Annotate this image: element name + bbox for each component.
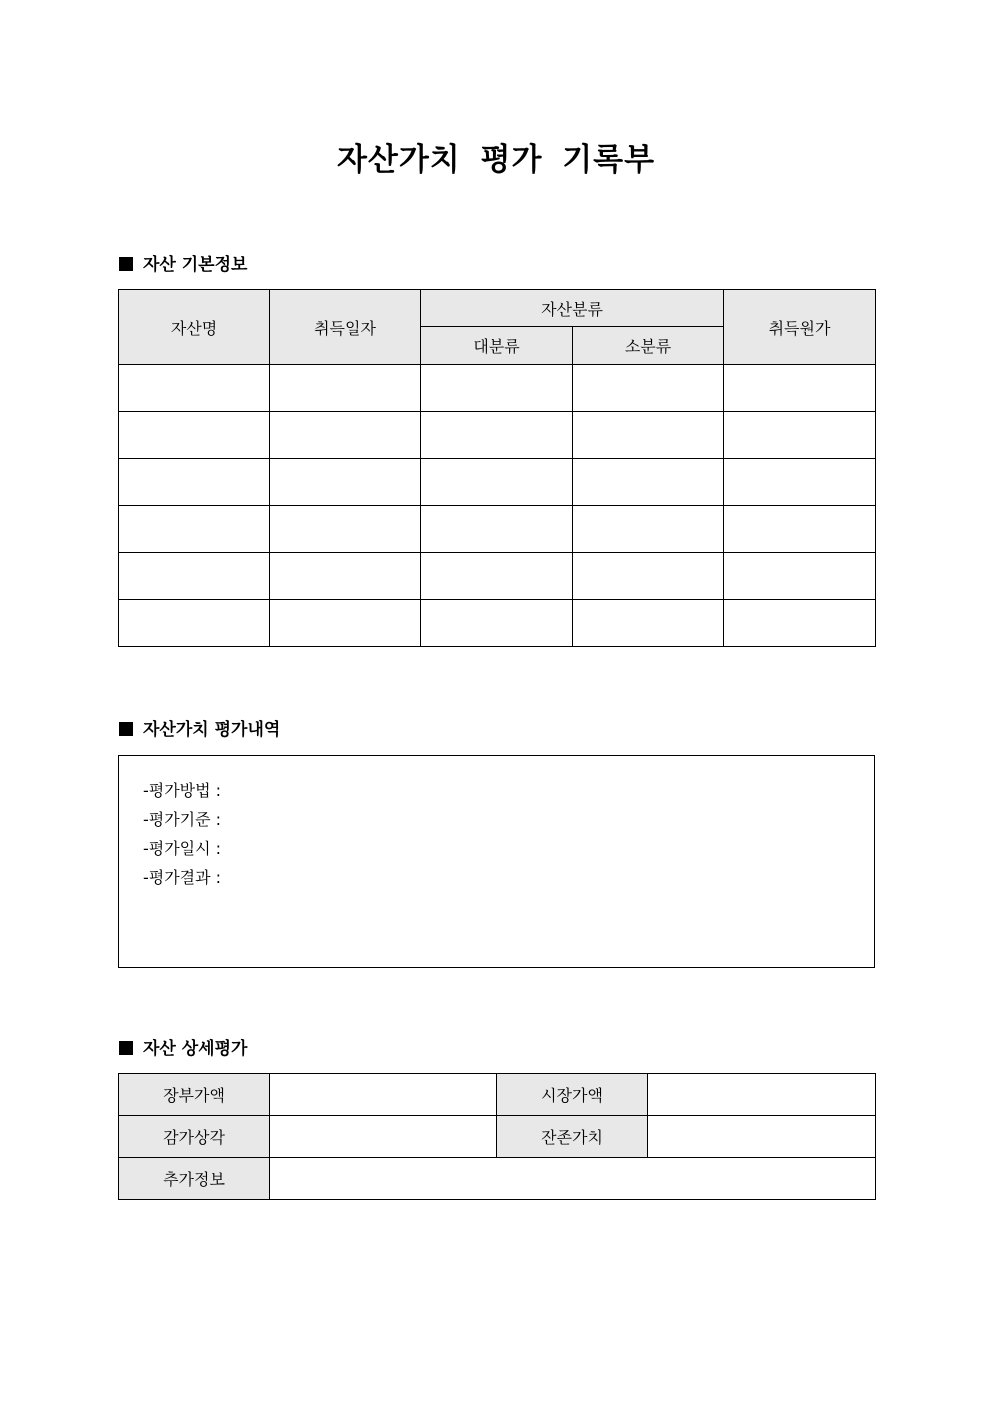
evaluation-details-box[interactable] [118, 755, 875, 968]
asset-detail-table [118, 1073, 876, 1200]
section-heading-evaluation [119, 719, 280, 741]
evaluation-method-line: -평가방법 : [143, 781, 222, 800]
depreciation-label: 감가상각 [119, 1116, 270, 1158]
basic-table-body [119, 365, 876, 647]
header-asset-class: 자산분류 [421, 290, 724, 327]
acquisition-date-cell[interactable] [270, 553, 421, 600]
header-major-class: 대분류 [421, 327, 573, 365]
square-bullet-icon [119, 1041, 133, 1055]
section-heading-detail-label: 자산 상세평가 [143, 1039, 248, 1059]
minor-class-cell[interactable] [573, 412, 724, 459]
acquisition-cost-cell[interactable] [724, 365, 876, 412]
major-class-cell[interactable] [421, 365, 573, 412]
header-minor-class: 소분류 [573, 327, 724, 365]
minor-class-cell[interactable] [573, 459, 724, 506]
table-row [119, 412, 876, 459]
acquisition-cost-cell[interactable] [724, 459, 876, 506]
book-value-label: 장부가액 [119, 1074, 270, 1116]
table-row [119, 365, 876, 412]
acquisition-date-cell[interactable] [270, 365, 421, 412]
acquisition-date-cell[interactable] [270, 412, 421, 459]
section-heading-basic-label: 자산 기본정보 [143, 255, 248, 275]
header-asset-name: 자산명 [119, 290, 270, 365]
residual-value-label: 잔존가치 [497, 1116, 648, 1158]
major-class-cell[interactable] [421, 506, 573, 553]
evaluation-criteria-line: -평가기준 : [143, 810, 222, 829]
document-title: 자산가치 평가 기록부 [336, 142, 656, 178]
market-value-label: 시장가액 [497, 1074, 648, 1116]
asset-name-cell[interactable] [119, 506, 270, 553]
table-row [119, 600, 876, 647]
square-bullet-icon [119, 722, 133, 736]
minor-class-cell[interactable] [573, 553, 724, 600]
asset-basic-info-table [118, 289, 876, 647]
additional-info-label: 추가정보 [119, 1158, 270, 1200]
market-value-cell[interactable] [648, 1074, 876, 1116]
book-value-cell[interactable] [270, 1074, 497, 1116]
minor-class-cell[interactable] [573, 506, 724, 553]
acquisition-cost-cell[interactable] [724, 600, 876, 647]
asset-name-cell[interactable] [119, 459, 270, 506]
evaluation-datetime-line: -평가일시 : [143, 839, 222, 858]
header-acquisition-date: 취득일자 [270, 290, 421, 365]
square-bullet-icon [119, 257, 133, 271]
acquisition-date-cell[interactable] [270, 459, 421, 506]
minor-class-cell[interactable] [573, 365, 724, 412]
asset-name-cell[interactable] [119, 412, 270, 459]
major-class-cell[interactable] [421, 459, 573, 506]
table-row [119, 506, 876, 553]
asset-name-cell[interactable] [119, 600, 270, 647]
depreciation-cell[interactable] [270, 1116, 497, 1158]
major-class-cell[interactable] [421, 600, 573, 647]
section-heading-evaluation-label: 자산가치 평가내역 [143, 720, 281, 740]
table-row [119, 459, 876, 506]
acquisition-cost-cell[interactable] [724, 553, 876, 600]
section-heading-basic [119, 254, 247, 276]
minor-class-cell[interactable] [573, 600, 724, 647]
section-heading-detail [119, 1038, 247, 1060]
additional-info-cell[interactable] [270, 1158, 876, 1200]
acquisition-cost-cell[interactable] [724, 506, 876, 553]
asset-name-cell[interactable] [119, 553, 270, 600]
acquisition-date-cell[interactable] [270, 600, 421, 647]
major-class-cell[interactable] [421, 553, 573, 600]
header-acquisition-cost: 취득원가 [724, 290, 876, 365]
major-class-cell[interactable] [421, 412, 573, 459]
residual-value-cell[interactable] [648, 1116, 876, 1158]
evaluation-result-line: -평가결과 : [143, 868, 222, 887]
asset-name-cell[interactable] [119, 365, 270, 412]
table-row [119, 553, 876, 600]
acquisition-date-cell[interactable] [270, 506, 421, 553]
evaluation-lines [143, 776, 221, 892]
acquisition-cost-cell[interactable] [724, 412, 876, 459]
